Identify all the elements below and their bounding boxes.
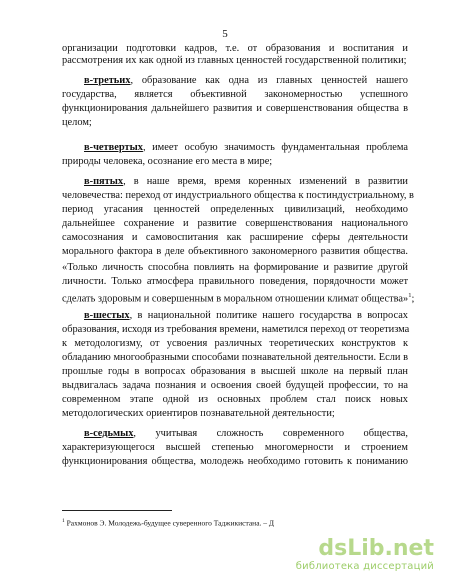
text-line <box>62 380 408 392</box>
line-text: ; <box>411 293 415 305</box>
line-text: самосознания и самовоспитания как расширение сферы деятельности <box>62 232 408 243</box>
footnote-reference: 1 <box>408 292 412 299</box>
footnote-mark: 1 <box>62 518 65 524</box>
text-line <box>84 310 408 322</box>
text-line <box>62 232 408 244</box>
text-line <box>62 338 408 350</box>
line-text: выдвигалась задача познания и освоения своей будущей профессии, то на <box>62 380 408 391</box>
text-line <box>62 290 415 305</box>
text-line <box>62 55 408 67</box>
watermark-logo: dsLib.net <box>318 536 434 561</box>
footnote-text: Рахмонов Э. Молодежь-будущее суверенного Таджикистана. – Д <box>66 518 275 528</box>
line-text: , в наше время, время коренных изменений в развитии <box>123 176 408 187</box>
line-text: методологических ориентиров познавательной деятельности; <box>62 408 335 419</box>
line-text: прошлые годы в вопросах образования в высшей школе на первый план <box>62 366 408 377</box>
line-text: «Только личность способна повлиять на формирование и развитие другой <box>62 262 408 273</box>
text-line <box>84 142 408 154</box>
text-line <box>62 262 408 274</box>
watermark <box>296 536 434 572</box>
watermark-subtitle: библиотека диссертаций <box>295 561 434 572</box>
text-line <box>62 246 408 258</box>
text-line <box>84 75 408 87</box>
text-line <box>62 204 408 216</box>
line-text: функционирования общества, молодежь необходимо готовить к пониманию <box>62 456 408 467</box>
line-text: рассмотрения их как одной из главных ценностей государственной политики; <box>62 55 407 66</box>
line-text: функционирования дальнейшего развития и совершенствования общества в <box>62 103 408 114</box>
line-text: характеризующегося высшей степенью многомерности и строением <box>62 442 408 453</box>
line-text: период угасания ценностей определенных цивилизаций, необходимо <box>62 204 408 215</box>
text-line <box>62 156 408 168</box>
text-line <box>84 428 408 440</box>
footnote <box>62 518 274 528</box>
page-number: 5 <box>222 28 228 40</box>
text-line <box>62 352 408 364</box>
line-text: дальнейшее сохранение и развитие совершенствования национального <box>62 218 408 229</box>
line-text: личности. Только атмосфера правильного поведения, порядочности может <box>62 276 408 287</box>
enumeration-keyword: в-седьмых <box>84 428 134 439</box>
enumeration-keyword: в-пятых <box>84 176 124 187</box>
enumeration-keyword: в-шестых <box>84 310 130 321</box>
text-line <box>62 456 408 468</box>
line-text: сделать здоровым и совершенным в моральном отношении климат общества» <box>62 293 409 305</box>
text-line <box>62 89 408 101</box>
line-text: , учитывая сложность современного общества, <box>133 428 408 439</box>
enumeration-keyword: в-третьих <box>84 75 131 86</box>
footnote-divider <box>62 510 172 511</box>
line-text: организации подготовки кадров, т.е. от образования и воспитания и <box>62 43 408 54</box>
text-line <box>62 276 408 288</box>
line-text: к методологизму, от усвоения различных теоретических конструктов к <box>62 338 408 349</box>
text-line <box>62 442 408 454</box>
text-line <box>62 103 408 115</box>
line-text: природы человека, осознание его места в мире; <box>62 156 273 167</box>
line-text: государства, является объективной закономерностью успешного <box>62 89 408 100</box>
line-text: образования, исходя из требования времени, наметился переход от теоретизма <box>62 324 410 335</box>
text-line <box>62 394 408 406</box>
line-text: современном этапе одной из основных проблем стал поиск новых <box>62 394 408 405</box>
text-line <box>62 43 408 55</box>
text-line <box>62 408 408 420</box>
enumeration-keyword: в-четвертых <box>84 142 143 153</box>
line-text: , образование как одна из главных ценностей нашего <box>130 75 408 86</box>
text-line <box>62 190 414 202</box>
text-line <box>62 218 408 230</box>
line-text: целом; <box>62 117 92 128</box>
text-line <box>84 176 408 188</box>
line-text: обладанию многообразными способами познавательной деятельности. Если в <box>62 352 408 363</box>
text-line <box>62 117 408 129</box>
line-text: , имеет особую значимость фундаментальная проблема <box>142 142 408 153</box>
line-text: , в национальной политике нашего государства в вопросах <box>129 310 408 321</box>
text-line <box>62 324 408 336</box>
line-text: человечества: переход от индустриального общества к постиндустриальному, в <box>62 190 414 201</box>
text-line <box>62 366 408 378</box>
line-text: морального фактора в деле объективного закономерного развития общества. <box>62 246 408 257</box>
